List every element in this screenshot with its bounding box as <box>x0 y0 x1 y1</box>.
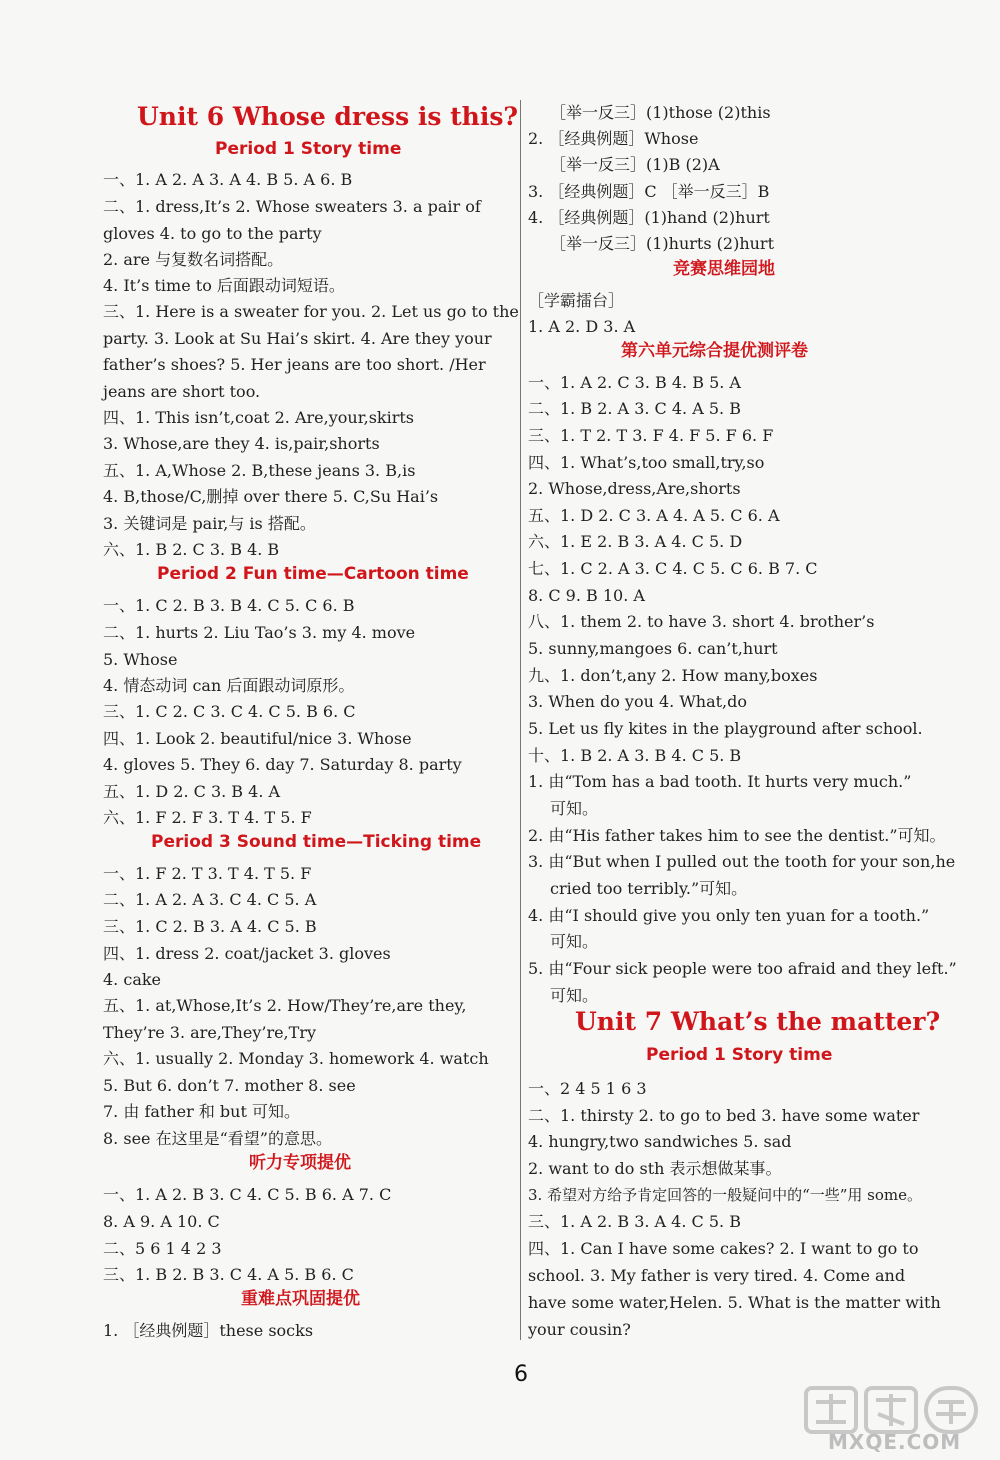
answer-line: 3. ［经典例题］C ［举一反三］B <box>528 182 770 201</box>
answer-line: 五、1. at,Whose,It’s 2. How/They’re,are they, <box>103 996 467 1015</box>
answer-line: 4. 情态动词 can 后面跟动词原形。 <box>103 676 355 695</box>
answer-line: 一、1. A 2. A 3. A 4. B 5. A 6. B <box>103 170 353 189</box>
answer-line: 九、1. don’t,any 2. How many,boxes <box>528 666 818 685</box>
answer-line: 十、1. B 2. A 3. B 4. C 5. B <box>528 746 742 765</box>
answer-line: 五、1. D 2. C 3. B 4. A <box>103 782 281 801</box>
answer-line: 三、1. C 2. C 3. C 4. C 5. B 6. C <box>103 702 356 721</box>
answer-line: 5. But 6. don’t 7. mother 8. see <box>103 1076 356 1095</box>
answer-line: 二、1. thirsty 2. to go to bed 3. have some water <box>528 1106 920 1125</box>
answer-line: party. 3. Look at Su Hai’s skirt. 4. Are they your <box>103 329 492 348</box>
unit6-title: Unit 6 Whose dress is this? <box>137 102 519 131</box>
answer-line: 一、1. A 2. C 3. B 4. B 5. A <box>528 373 741 392</box>
answer-line: 二、1. A 2. A 3. C 4. C 5. A <box>103 890 317 909</box>
answer-line: 七、1. C 2. A 3. C 4. C 5. C 6. B 7. C <box>528 559 818 578</box>
answer-line: 5. Whose <box>103 650 178 669</box>
answer-line: 4. hungry,two sandwiches 5. sad <box>528 1132 792 1151</box>
answer-line: your cousin? <box>528 1320 631 1339</box>
answer-line: 1. A 2. D 3. A <box>528 317 636 336</box>
answer-line: ［学霸擂台］ <box>528 291 625 310</box>
unit7-title: Unit 7 What’s the matter? <box>575 1007 941 1036</box>
answer-line: 1. 由“Tom has a bad tooth. It hurts very much.” <box>528 772 912 791</box>
answer-line: 5. Let us fly kites in the playground after school. <box>528 719 923 738</box>
unit6-period1-title: Period 1 Story time <box>215 139 402 159</box>
answer-line: jeans are short too. <box>103 382 261 401</box>
answer-line: 五、1. A,Whose 2. B,these jeans 3. B,is <box>103 461 416 480</box>
answer-line: 1. ［经典例题］these socks <box>103 1321 314 1340</box>
answer-line: 六、1. B 2. C 3. B 4. B <box>103 540 280 559</box>
answer-line: 二、1. hurts 2. Liu Tao’s 3. my 4. move <box>103 623 416 642</box>
answer-line: 7. 由 father 和 but 可知。 <box>103 1102 300 1121</box>
unit6-review-title: 第六单元综合提优测评卷 <box>621 341 808 361</box>
answer-line: 三、1. A 2. B 3. A 4. C 5. B <box>528 1212 741 1231</box>
answer-line: 3. 关键词是 pair,与 is 搭配。 <box>103 514 316 533</box>
answer-line: 四、1. Look 2. beautiful/nice 3. Whose <box>103 729 412 748</box>
answer-line: 3. When do you 4. What,do <box>528 692 748 711</box>
answer-line: 四、1. What’s,too small,try,so <box>528 453 765 472</box>
answer-line: 2. 由“His father takes him to see the dentist.”可知。 <box>528 826 946 845</box>
answer-line: 3. Whose,are they 4. is,pair,shorts <box>103 434 380 453</box>
answer-line: 8. see 在这里是“看望”的意思。 <box>103 1129 332 1148</box>
answer-line: 4. It’s time to 后面跟动词短语。 <box>103 276 345 295</box>
answer-line: 2. want to do sth 表示想做某事。 <box>528 1159 782 1178</box>
answer-line: 4. ［经典例题］(1)hand (2)hurt <box>528 208 770 227</box>
answer-line: 五、1. D 2. C 3. A 4. A 5. C 6. A <box>528 506 780 525</box>
answer-line: 六、1. F 2. F 3. T 4. T 5. F <box>103 808 312 827</box>
answer-line: 四、1. Can I have some cakes? 2. I want to go to <box>528 1239 919 1258</box>
answer-line: 3. 由“But when I pulled out the tooth for your son,he <box>528 852 956 871</box>
answer-line: ［举一反三］(1)those (2)this <box>550 103 771 122</box>
answer-line: 二、1. B 2. A 3. C 4. A 5. B <box>528 399 741 418</box>
answer-line: 三、1. C 2. B 3. A 4. C 5. B <box>103 917 317 936</box>
contest-section-title: 竞赛思维园地 <box>673 259 775 279</box>
answer-line: 二、1. dress,It’s 2. Whose sweaters 3. a pair of <box>103 197 481 216</box>
answer-line: 4. B,those/C,删掉 over there 5. C,Su Hai’s <box>103 487 439 506</box>
unit7-period1-title: Period 1 Story time <box>646 1045 833 1065</box>
answer-line: 可知。 <box>550 986 599 1005</box>
column-divider <box>520 100 521 1340</box>
answer-line: 八、1. them 2. to have 3. short 4. brother’s <box>528 612 875 631</box>
answer-line: 四、1. dress 2. coat/jacket 3. gloves <box>103 944 391 963</box>
answer-line: ［举一反三］(1)B (2)A <box>550 155 720 174</box>
answer-line: have some water,Helen. 5. What is the matter with <box>528 1293 941 1312</box>
answer-line: 5. sunny,mangoes 6. can’t,hurt <box>528 639 778 658</box>
listening-section-title: 听力专项提优 <box>249 1153 351 1173</box>
answer-line: 一、1. C 2. B 3. B 4. C 5. C 6. B <box>103 596 355 615</box>
answer-line: 2. ［经典例题］Whose <box>528 129 699 148</box>
answer-line: 一、2 4 5 1 6 3 <box>528 1079 647 1098</box>
watermark-domain: MXQE.COM <box>828 1430 962 1454</box>
answer-line: 三、1. Here is a sweater for you. 2. Let us go to the <box>103 302 519 321</box>
answer-line: 4. gloves 5. They 6. day 7. Saturday 8. party <box>103 755 462 774</box>
answer-line: 4. cake <box>103 970 162 989</box>
answer-line: 8. C 9. B 10. A <box>528 586 645 605</box>
unit6-period2-title: Period 2 Fun time—Cartoon time <box>157 564 469 584</box>
key-points-section-title: 重难点巩固提优 <box>241 1289 360 1309</box>
answer-line: father’s shoes? 5. Her jeans are too short. /Her <box>103 355 486 374</box>
answer-line: 二、5 6 1 4 2 3 <box>103 1239 222 1258</box>
answer-line: 一、1. F 2. T 3. T 4. T 5. F <box>103 864 312 883</box>
answer-line: 2. Whose,dress,Are,shorts <box>528 479 741 498</box>
page-number: 6 <box>514 1362 528 1387</box>
answer-line: They’re 3. are,They’re,Try <box>103 1023 316 1042</box>
answer-line: 三、1. B 2. B 3. C 4. A 5. B 6. C <box>103 1265 354 1284</box>
answer-line: 六、1. usually 2. Monday 3. homework 4. watch <box>103 1049 489 1068</box>
answer-line: 2. are 与复数名词搭配。 <box>103 250 284 269</box>
answer-line: school. 3. My father is very tired. 4. Come and <box>528 1266 906 1285</box>
answer-line: 4. 由“I should give you only ten yuan for a tooth.” <box>528 906 930 925</box>
answer-line: 5. 由“Four sick people were too afraid and they left.” <box>528 959 957 978</box>
answer-line: 可知。 <box>550 932 599 951</box>
answer-line: 三、1. T 2. T 3. F 4. F 5. F 6. F <box>528 426 774 445</box>
answer-line: 可知。 <box>550 799 599 818</box>
answer-line: 一、1. A 2. B 3. C 4. C 5. B 6. A 7. C <box>103 1185 392 1204</box>
answer-line: ［举一反三］(1)hurts (2)hurt <box>550 234 775 253</box>
answer-line: gloves 4. to go to the party <box>103 224 322 243</box>
answer-line: 8. A 9. A 10. C <box>103 1212 220 1231</box>
unit6-period3-title: Period 3 Sound time—Ticking time <box>151 832 482 852</box>
answer-line: 六、1. E 2. B 3. A 4. C 5. D <box>528 532 743 551</box>
answer-line: 四、1. This isn’t,coat 2. Are,your,skirts <box>103 408 415 427</box>
answer-line: cried too terribly.”可知。 <box>550 879 748 898</box>
answer-line: 3. 希望对方给予肯定回答的一般疑问中的“一些”用 some。 <box>528 1186 923 1204</box>
